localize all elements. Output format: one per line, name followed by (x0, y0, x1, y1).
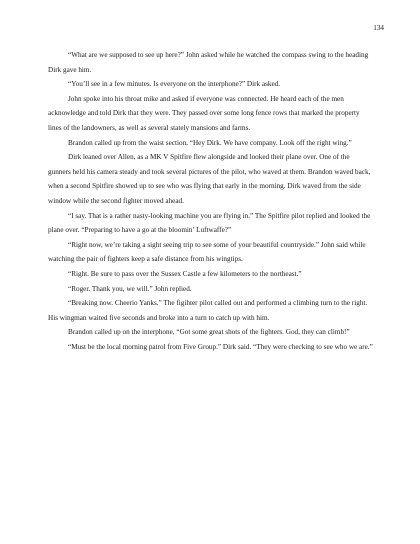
page-number: 134 (373, 24, 384, 32)
paragraph: “Right. Be sure to pass over the Sussex Castle a few kilometers to the northeast.” (68, 269, 302, 278)
paragraph: “Roger. Thank you, we will.” John replied. (68, 284, 192, 293)
paragraph: “Must be the local morning patrol from Five Group.” Dirk said. “They were checking to see who we are.” (68, 342, 373, 351)
paragraph: “What are we supposed to see up here?” John asked while he watched the compass swing to the heading Dirk gave him. (48, 51, 369, 74)
body-text (48, 48, 373, 354)
paragraph: “I say. That is a rather nasty-looking machine you are flying in.” The Spitfire pilot replied and looked the plane over. “Preparing to have a go at the bloomin’ Luftwaffe?” (48, 211, 371, 235)
paragraph: “Right now, we’re taking a sight seeing trip to see some of your beautiful countryside.” John said while watching the pair of fighters keep a safe distance from his wingtips. (48, 240, 366, 264)
paragraph: John spoke into his throat mike and asked if everyone was connected. He heard each of the men acknowledge and told Dirk that they were. They passed over some long fence rows that marked the property lines of the landowners, as well as several stately mansions and farms. (48, 94, 360, 132)
paragraph: “Breaking now. Cheerio Yanks.” The figihter pilot called out and performed a climbing turn to the right. His wingman waited five seconds and broke into a turn to catch up with him. (48, 299, 368, 322)
paragraph: Brandon called up on the interphone, “Got some great shots of the fighters. God, they can climb!” (68, 328, 350, 337)
paragraph: “You’ll see in a few minutes. Is everyone on the interphone?” Dirk asked. (68, 80, 281, 89)
paragraph: Brandon called up from the waist section, “Hey Dirk. We have company. Look off the right wing.” (68, 138, 352, 147)
paragraph: Dirk leaned over Allen, as a MK V Spitfire flew alongside and looked their plane over. One of the gunners held his camera steady and took several pictures of the pilot, who waved at them. Brandon waved back, when a second Spitfire showed up to see who was flying that early in the morning. Dirk waved from the side window while the second fighter moved ahead. (48, 153, 371, 205)
